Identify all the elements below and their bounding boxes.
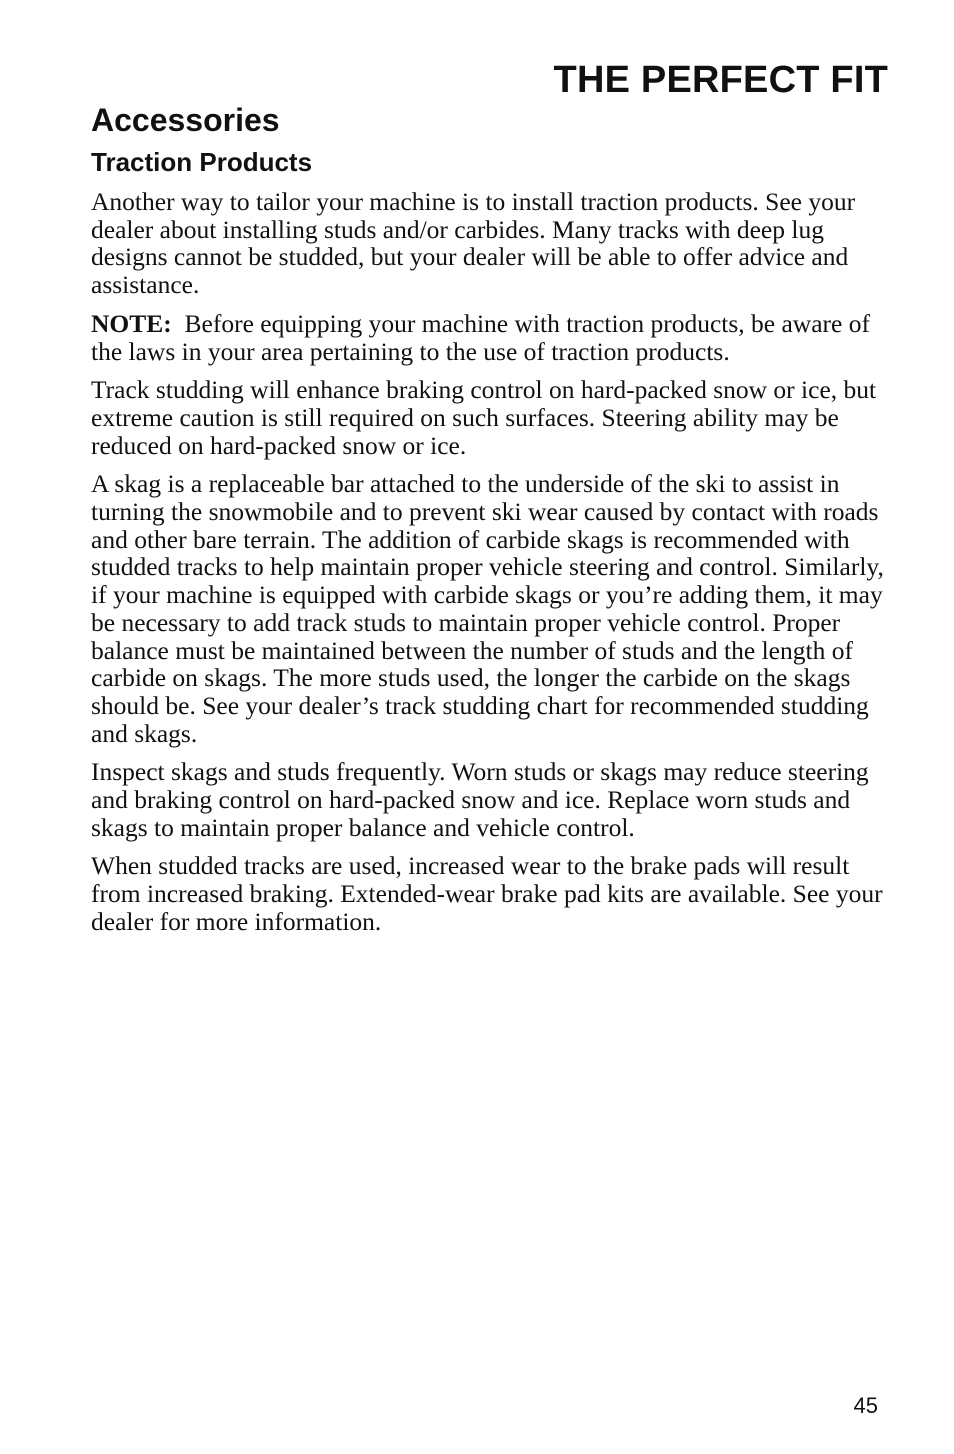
paragraph-tailor-machine: Another way to tailor your machine is to install traction products. See your dealer about installing studs and/or carbides. Many tracks with deep lug designs cannot be studded, but your dealer will be able to offer advice and assistance.	[91, 187, 856, 300]
paragraph-skag-description: A skag is a replaceable bar attached to the underside of the ski to assist in turning the snowmobile and to prevent ski wear caused by contact with roads and other bare terrain. The addition of carbide skags is recommended with studded tracks to help maintain proper vehicle steering and control. Similarly, if your machine is equipped with carbide skags or you’re adding them, it may be necessary to add track studs to maintain proper vehicle control. Proper balance must be maintained between the number of studs and the length of carbide on skags. The more studs used, the longer the carbide on the skags should be. See your dealer’s track studding chart for recommended studding and skags.	[91, 469, 884, 748]
paragraph-brake-pads: When studded tracks are used, increased wear to the brake pads will result from increased braking. Extended-wear brake pad kits are available. See your dealer for more information.	[91, 851, 883, 936]
note-paragraph	[91, 310, 891, 365]
section-heading-accessories: Accessories	[91, 102, 280, 138]
paragraph-track-studding: Track studding will enhance braking control on hard-packed snow or ice, but extreme caution is still required on such surfaces. Steering ability may be reduced on hard-packed snow or ice.	[91, 375, 877, 460]
paragraph-inspect-skags: Inspect skags and studs frequently. Worn studs or skags may reduce steering and braking control on hard-packed snow and ice. Replace worn studs and skags to maintain proper balance and vehicle control.	[91, 757, 869, 842]
main-content	[91, 98, 891, 947]
note-text: Before equipping your machine with traction products, be aware of the laws in your area pertaining to the use of traction products.	[91, 308, 877, 366]
page-title: THE PERFECT FIT	[553, 59, 888, 101]
page-number: 45	[853, 1393, 878, 1418]
note-label: NOTE:	[91, 308, 172, 338]
subsection-heading-traction-products: Traction Products	[91, 147, 313, 177]
